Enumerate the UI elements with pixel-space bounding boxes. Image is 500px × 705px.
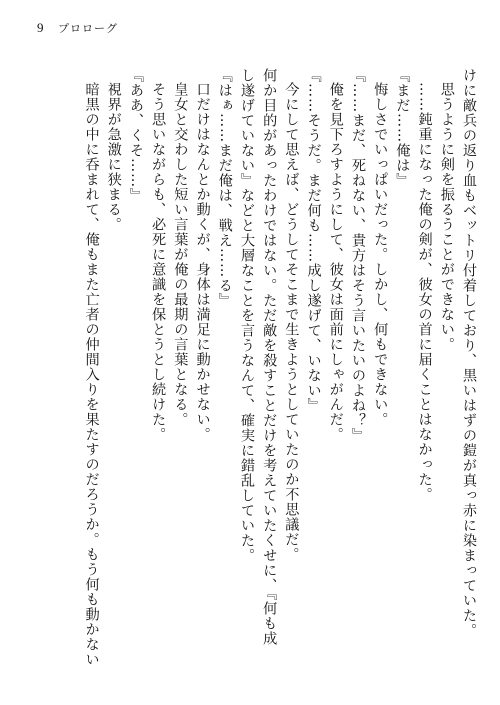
text-line: 皇女と交わした短い言葉が俺の最期の言葉となる。 (172, 82, 189, 428)
text-line: けに敵兵の返り血もベットリ付着しており、黒いはずの鎧が真っ赤に染まっていた。 (461, 68, 477, 638)
text-line: 『……まだ、死ねない、貴方はそう言いたいのよね？』 (349, 68, 366, 443)
text-line: ……鈍重になった俺の剣が、彼女の首に届くことはなかった。 (416, 82, 433, 503)
text-line: 俺を見下ろすようにして、彼女は面前にしゃがんだ。 (327, 82, 344, 443)
page-number: 9 (37, 20, 44, 35)
text-line: 何か目的があったわけではない。ただ敵を殺すことだけを考えていたくせに、『何も成 (261, 68, 278, 646)
text-line: 視界が急激に狭まる。 (105, 82, 122, 233)
text-line: 『まだ……俺は』 (394, 68, 411, 188)
text-line: 『はぁ……まだ俺は、戦え……る』 (216, 68, 233, 308)
novel-text-column (20, 68, 480, 688)
text-line: 今にして思えば、どうしてそこまで生きようとしていたのか不思議だ。 (283, 82, 300, 563)
running-head: プロローグ (58, 22, 118, 35)
text-line: し遂げていない』などと大層なことを言うなんて、確実に錯乱していた。 (238, 68, 255, 563)
text-line: 悔しさでいっぱいだった。しかし、何もできない。 (372, 82, 389, 428)
text-line: そう思いながらも、必死に意識を保とうとし続けた。 (150, 82, 167, 443)
text-line: 『……そうだ。まだ何も……成し遂げて、いない』 (305, 68, 322, 413)
text-line: 暗黒の中に呑まれて、俺もまた亡者の仲間入りを果たすのだろうか。もう何も動かない (83, 82, 100, 668)
text-line: 『ああ、くそ……』 (127, 68, 144, 203)
text-line: 思うように剣を振るうことができない。 (438, 82, 455, 353)
text-line: 口だけはなんとか動くが、身体は満足に動かせない。 (194, 82, 211, 443)
